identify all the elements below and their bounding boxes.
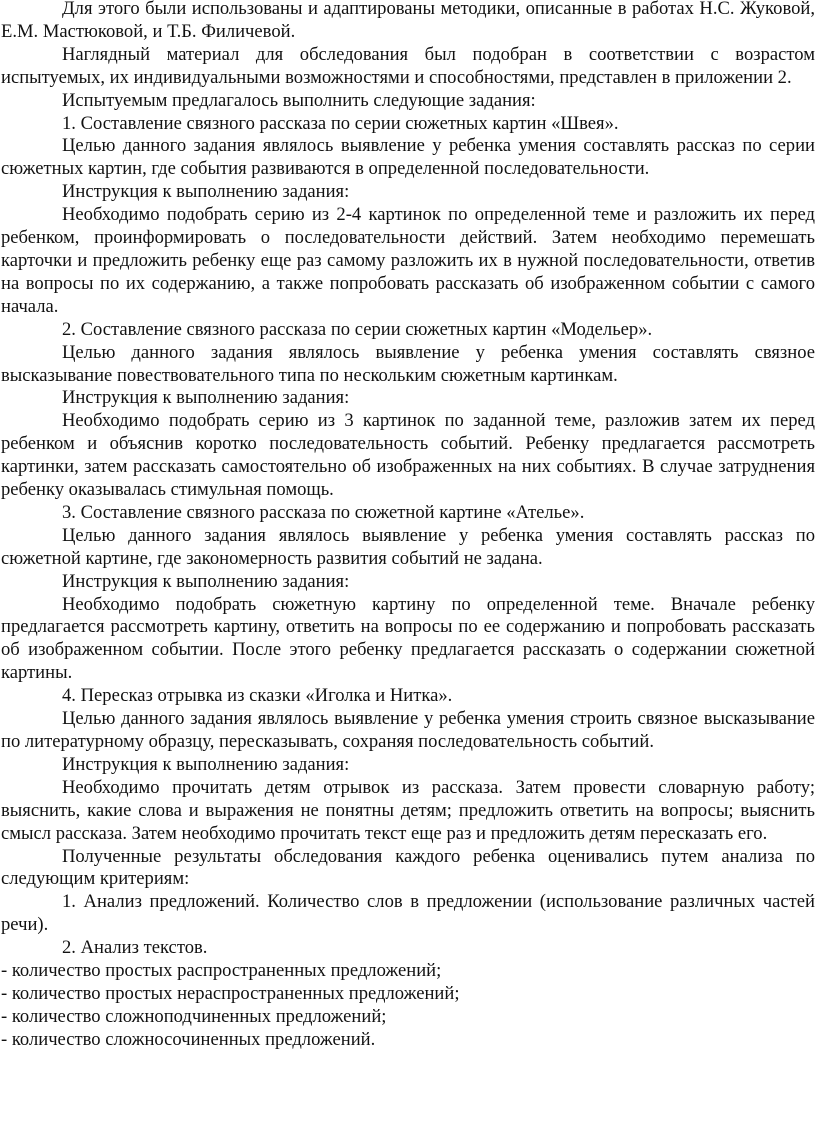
task-2-instruction-label: Инструкция к выполнению задания: bbox=[62, 387, 350, 409]
paragraph-tasks-intro: Испытуемым предлагалось выполнить следующие задания: bbox=[62, 89, 536, 111]
criteria-intro: Полученные результаты обследования каждого ребенка оценивались путем анализа по следующим критериям: bbox=[1, 845, 815, 890]
criterion-1: 1. Анализ предложений. Количество слов в предложении (использование различных частей речи). bbox=[1, 891, 815, 936]
task-1-instruction-label: Инструкция к выполнению задания: bbox=[62, 181, 350, 203]
task-3-heading: 3. Составление связного рассказа по сюжетной картине «Ателье». bbox=[62, 501, 585, 523]
task-3-instruction-label: Инструкция к выполнению задания: bbox=[62, 570, 350, 592]
task-2-instruction: Необходимо подобрать серию из 3 картинок по заданной теме, разложив затем их перед ребенком и объяснив коротко последовательность событий. Ребенку предлагается рассмотреть картинки, затем рассказать самостоятельно об изображенных на них событиях. В случае затруднения ребенку оказывалась стимульная помощь. bbox=[1, 410, 815, 501]
list-item: - количество сложносочиненных предложений. bbox=[1, 1028, 376, 1050]
task-2-heading: 2. Составление связного рассказа по серии сюжетных картин «Модельер». bbox=[62, 318, 653, 340]
task-1-heading: 1. Составление связного рассказа по серии сюжетных картин «Швея». bbox=[62, 112, 619, 134]
list-item: - количество сложноподчиненных предложений; bbox=[1, 1005, 387, 1027]
list-item: - количество простых нераспространенных предложений; bbox=[1, 982, 460, 1004]
paragraph-methods-source: Для этого были использованы и адаптированы методики, описанные в работах Н.С. Жуковой, Е.М. Мастюковой, и Т.Б. Филичевой. bbox=[1, 0, 815, 42]
task-1-instruction: Необходимо подобрать серию из 2-4 картинок по определенной теме и разложить их перед ребенком, проинформировать о последовательности действий. Затем необходимо перемешать карточки и предложить ребенку еще раз самому разложить их в нужной последовательности, ответив на вопросы по их содержанию, а также попробовать рассказать об изображенном событии с самого начала. bbox=[1, 204, 815, 317]
paragraph-visual-material: Наглядный материал для обследования был подобран в соответствии с возрастом испытуемых, их индивидуальными возможностями и способностями, представлен в приложении 2. bbox=[1, 43, 815, 88]
task-4-heading: 4. Пересказ отрывка из сказки «Иголка и Нитка». bbox=[62, 685, 453, 707]
criterion-2: 2. Анализ текстов. bbox=[62, 937, 208, 959]
task-3-instruction: Необходимо подобрать сюжетную картину по определенной теме. Вначале ребенку предлагается рассмотреть картину, ответить на вопросы по ее содержанию и попробовать рассказать об изображенном событии. После этого ребенку предлагается рассказать о содержании сюжетной картины. bbox=[1, 593, 815, 684]
task-1-goal: Целью данного задания являлось выявление у ребенка умения составлять рассказ по серии сюжетных картин, где события развиваются в определенной последовательности. bbox=[1, 135, 815, 180]
task-4-instruction: Необходимо прочитать детям отрывок из рассказа. Затем провести словарную работу; выяснить, какие слова и выражения не понятны детям; предложить ответить на вопросы; выяснить смысл рассказа. Затем необходимо прочитать текст еще раз и предложить детям пересказать его. bbox=[1, 776, 815, 844]
task-3-goal: Целью данного задания являлось выявление у ребенка умения составлять рассказ по сюжетной картине, где закономерность развития событий не задана. bbox=[1, 524, 815, 569]
list-item: - количество простых распространенных предложений; bbox=[1, 960, 442, 982]
task-2-goal: Целью данного задания являлось выявление у ребенка умения составлять связное высказывание повествовательного типа по нескольким сюжетным картинкам. bbox=[1, 341, 815, 386]
task-4-instruction-label: Инструкция к выполнению задания: bbox=[62, 753, 350, 775]
task-4-goal: Целью данного задания являлось выявление у ребенка умения строить связное высказывание по литературному образцу, пересказывать, сохраняя последовательность событий. bbox=[1, 708, 815, 752]
